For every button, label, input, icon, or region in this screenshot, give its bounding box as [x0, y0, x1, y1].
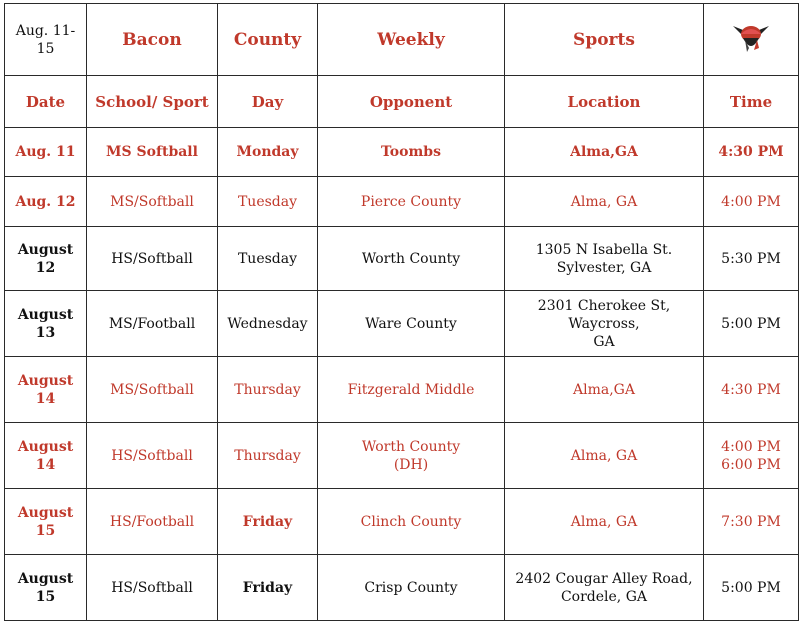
title-word-county: County	[218, 4, 318, 76]
row-sport: MS Softball	[87, 128, 218, 177]
row-location: Alma, GA	[505, 489, 704, 555]
header-location: Location	[505, 76, 704, 128]
table-row	[5, 555, 799, 621]
row-opponent: Fitzgerald Middle	[318, 357, 505, 423]
header-school-sport: School/ Sport	[87, 76, 218, 128]
table-row	[5, 357, 799, 423]
row-sport: HS/Softball	[87, 555, 218, 621]
row-sport: HS/Football	[87, 489, 218, 555]
row-time: 7:30 PM	[704, 489, 799, 555]
title-word-bacon: Bacon	[87, 4, 218, 76]
row-date: Aug. 12	[5, 177, 87, 227]
weekly-sports-schedule-table	[4, 3, 799, 621]
row-opponent: Clinch County	[318, 489, 505, 555]
row-opponent: Crisp County	[318, 555, 505, 621]
row-day: Friday	[218, 555, 318, 621]
viking-mascot-icon	[729, 18, 773, 58]
row-location: Alma, GA	[505, 177, 704, 227]
row-location: Alma,GA	[505, 128, 704, 177]
row-day: Thursday	[218, 357, 318, 423]
row-location: 2301 Cherokee St, Waycross, GA	[505, 291, 704, 357]
row-location: Alma,GA	[505, 357, 704, 423]
row-day: Tuesday	[218, 177, 318, 227]
header-row	[5, 76, 799, 128]
row-opponent: Pierce County	[318, 177, 505, 227]
header-day: Day	[218, 76, 318, 128]
row-day: Thursday	[218, 423, 318, 489]
row-date: Aug. 11	[5, 128, 87, 177]
header-date: Date	[5, 76, 87, 128]
row-sport: MS/Softball	[87, 357, 218, 423]
row-sport: HS/Softball	[87, 423, 218, 489]
table-row	[5, 489, 799, 555]
row-day: Tuesday	[218, 227, 318, 291]
table-row	[5, 128, 799, 177]
title-word-weekly: Weekly	[318, 4, 505, 76]
row-sport: MS/Softball	[87, 177, 218, 227]
table-row	[5, 177, 799, 227]
row-date: August 14	[5, 423, 87, 489]
logo-cell	[704, 4, 799, 76]
title-word-sports: Sports	[505, 4, 704, 76]
row-opponent: Worth County (DH)	[318, 423, 505, 489]
row-location: 1305 N Isabella St. Sylvester, GA	[505, 227, 704, 291]
title-date-range: Aug. 11-15	[5, 4, 87, 76]
row-opponent: Worth County	[318, 227, 505, 291]
row-date: August 13	[5, 291, 87, 357]
table-row	[5, 291, 799, 357]
row-location: 2402 Cougar Alley Road, Cordele, GA	[505, 555, 704, 621]
row-date: August 15	[5, 489, 87, 555]
row-time: 5:00 PM	[704, 555, 799, 621]
header-opponent: Opponent	[318, 76, 505, 128]
row-date: August 15	[5, 555, 87, 621]
table-row	[5, 423, 799, 489]
row-time: 4:30 PM	[704, 357, 799, 423]
row-opponent: Toombs	[318, 128, 505, 177]
row-day: Monday	[218, 128, 318, 177]
row-time: 5:30 PM	[704, 227, 799, 291]
table-row	[5, 227, 799, 291]
row-time: 4:00 PM 6:00 PM	[704, 423, 799, 489]
row-sport: MS/Football	[87, 291, 218, 357]
row-day: Wednesday	[218, 291, 318, 357]
row-time: 5:00 PM	[704, 291, 799, 357]
row-time: 4:30 PM	[704, 128, 799, 177]
header-time: Time	[704, 76, 799, 128]
row-opponent: Ware County	[318, 291, 505, 357]
row-date: August 12	[5, 227, 87, 291]
row-day: Friday	[218, 489, 318, 555]
title-row	[5, 4, 799, 76]
row-location: Alma, GA	[505, 423, 704, 489]
row-time: 4:00 PM	[704, 177, 799, 227]
row-sport: HS/Softball	[87, 227, 218, 291]
row-date: August 14	[5, 357, 87, 423]
